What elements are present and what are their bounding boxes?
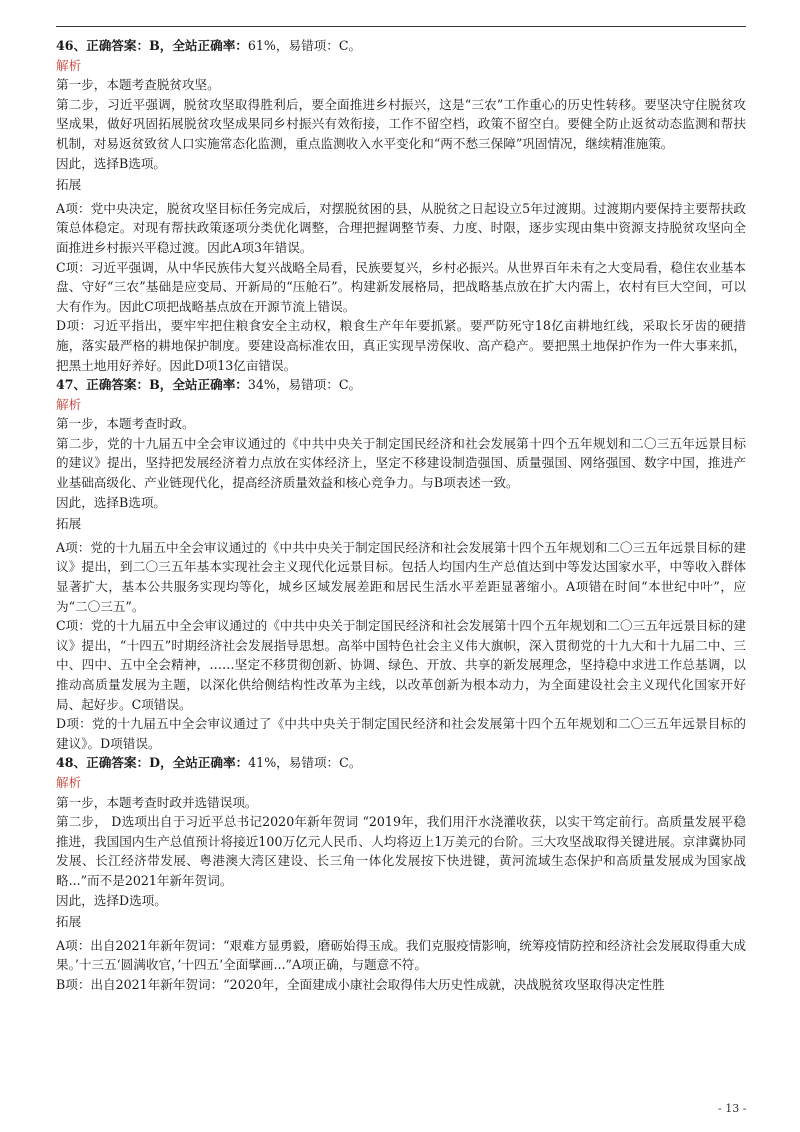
analysis-paragraph: 因此，选择B选项。 xyxy=(56,155,167,171)
extension-paragraph: C项：党的十九届五中全会审议通过的《中共中央关于制定国民经济和社会发展第十四个五年规划和二〇三五年远景目标的建议》提出，“十四五”时期经济社会发展指导思想。高举中国特色社会主义伟大旗帜，深入贯彻党的十九大和十九届二中、三中、四中、五中全会精神，……坚定不移贯彻创新、协调、绿色、开放、共享的新发展理念，坚持稳中求进工作总基调，以推动高质量发展为主题，以深化供给侧结构性改革为主线，以改革创新为根本动力，为全面建设社会主义现代化国家开好局、起好步。C项错误。 xyxy=(56,618,746,712)
extension-paragraph: D项：党的十九届五中全会审议通过了《中共中央关于制定国民经济和社会发展第十四个五年规划和二〇三五年远景目标的建议》。D项错误。 xyxy=(56,716,746,751)
question-48 xyxy=(56,753,746,994)
extension-paragraph: B项：出自2021年新年贺词：“2020年，全面建成小康社会取得伟大历史性成就，决战脱贫攻坚取得决定性胜 xyxy=(56,976,665,992)
question-46 xyxy=(56,36,746,375)
analysis-label: 解析 xyxy=(56,57,82,73)
page-content xyxy=(56,36,746,995)
extension-paragraph: A项：党的十九届五中全会审议通过的《中共中央关于制定国民经济和社会发展第十四个五年规划和二〇三五年远景目标的建议》提出，到二〇三五年基本实现社会主义现代化远景目标。包括人均国内生产总值达到中等发达国家水平，中等收入群体显著扩大，基本公共服务实现均等化，城乡区域发展差距和居民生活水平差距显著缩小。A项错在时间“本世纪中叶”，应为“二〇三五”。 xyxy=(56,539,746,614)
analysis-paragraph: 第一步，本题考查时政。 xyxy=(56,416,195,432)
answer-heading: 46、正确答案：B，全站正确率：61%，易错项：C。 xyxy=(56,38,362,53)
analysis-label: 解析 xyxy=(56,396,82,412)
extension-label: 拓展 xyxy=(56,914,82,930)
extension-paragraph: A项：党中央决定，脱贫攻坚目标任务完成后，对摆脱贫困的县，从脱贫之日起设立5年过渡期。过渡期内要保持主要帮扶政策总体稳定。对现有帮扶政策逐项分类优化调整，合理把握调整节奏、力度、时限，逐步实现由集中资源支持脱贫攻坚向全面推进乡村振兴平稳过渡。因此A项3年错误。 xyxy=(56,200,746,255)
analysis-paragraph: 第二步， D选项出自于习近平总书记2020年新年贺词 “2019年，我们用汗水浇灌收获，以实干笃定前行。高质量发展平稳推进，我国国内生产总值预计将接近100万亿元人民币、人均将迈上1万美元的台阶。三大攻坚战取得关键进展。京津冀协同发展、长江经济带发展、粤港澳大湾区建设、长三角一体化发展按下快进键，黄河流域生态保护和高质量发展成为国家战略...”而不是2021年新年贺词。 xyxy=(56,814,746,888)
question-47 xyxy=(56,375,746,753)
header-rule xyxy=(56,26,746,27)
analysis-paragraph: 第二步，党的十九届五中全会审议通过的《中共中央关于制定国民经济和社会发展第十四个五年规划和二〇三五年远景目标的建议》提出，坚持把发展经济着力点放在实体经济上，坚定不移建设制造强国、质量强国、网络强国、数字中国，推进产业基础高级化、产业链现代化，提高经济质量效益和核心竞争力。与B项表述一致。 xyxy=(56,435,746,491)
extension-paragraph: D项：习近平指出，要牢牢把住粮食安全主动权，粮食生产年年要抓紧。要严防死守18亿亩耕地红线，采取长牙齿的硬措施，落实最严格的耕地保护制度。要建设高标准农田，真正实现旱涝保收、高产稳产。要把黑土地保护作为一件大事来抓，把黑土地用好养好。因此D项13亿亩错误。 xyxy=(56,318,746,373)
analysis-paragraph: 因此，选择B选项。 xyxy=(56,494,167,510)
analysis-label: 解析 xyxy=(56,774,82,790)
page-number: - 13 - xyxy=(718,1102,747,1115)
answer-heading: 48、正确答案：D，全站正确率：41%，易错项：C。 xyxy=(56,755,362,771)
extension-label: 拓展 xyxy=(56,177,82,193)
analysis-paragraph: 第一步，本题考查时政并选错误项。 xyxy=(56,794,258,810)
analysis-paragraph: 第一步，本题考查脱贫攻坚。 xyxy=(56,77,220,93)
extension-label: 拓展 xyxy=(56,516,82,532)
analysis-paragraph: 因此，选择D选项。 xyxy=(56,892,167,908)
extension-paragraph: C项：习近平强调，从中华民族伟大复兴战略全局看，民族要复兴，乡村必振兴。从世界百年未有之大变局看，稳住农业基本盘、守好“三农”基础是应变局、开新局的“压舱石”。构建新发展格局，把战略基点放在扩大内需上，农村有巨大空间，可以大有作为。因此C项把战略基点放在开源节流上错误。 xyxy=(56,259,746,314)
extension-paragraph: A项：出自2021年新年贺词：“艰难方显勇毅，磨砺始得玉成。我们克服疫情影响，统筹疫情防控和经济社会发展取得重大成果。’十三五‘圆满收官，’十四五‘全面擘画...”A项正确，与题意不符。 xyxy=(56,937,746,973)
answer-heading: 47、正确答案：B，全站正确率：34%，易错项：C。 xyxy=(56,377,362,393)
analysis-paragraph: 第二步，习近平强调，脱贫攻坚取得胜利后，要全面推进乡村振兴，这是“三农”工作重心的历史性转移。要坚决守住脱贫攻坚成果，做好巩固拓展脱贫攻坚成果同乡村振兴有效衔接，工作不留空档，政策不留空白。要健全防止返贫动态监测和帮扶机制，对易返贫致贫人口实施常态化监测，重点监测收入水平变化和“两不愁三保障”巩固情况，继续精准施策。 xyxy=(56,96,746,151)
